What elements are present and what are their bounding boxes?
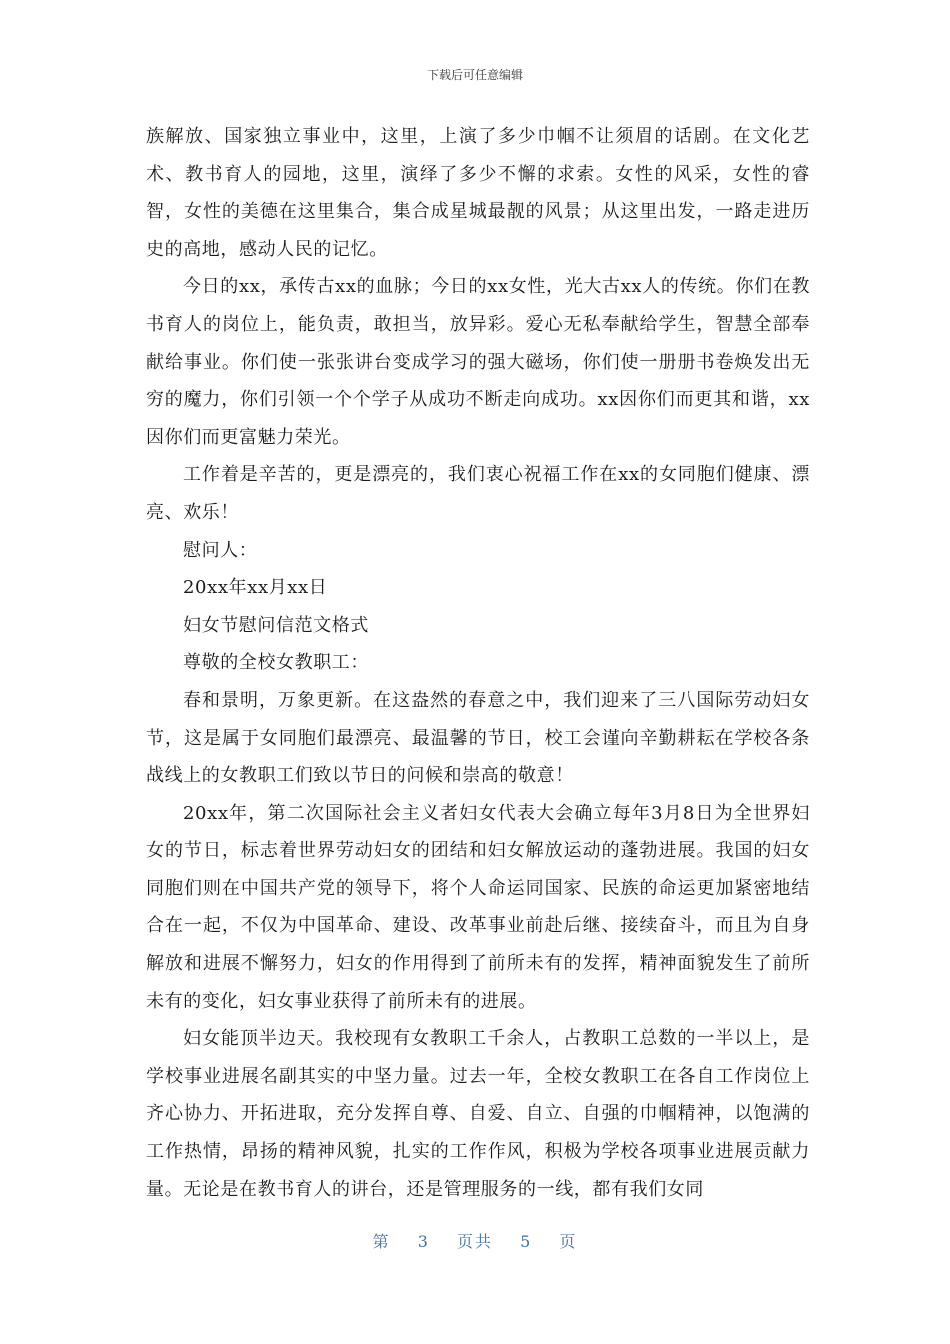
footer-total-pages: 5 <box>520 1232 533 1251</box>
paragraph-10: 妇女能顶半边天。我校现有女教职工千余人，占教职工总数的一半以上，是学校事业进展名副其实的中坚力量。过去一年，全校女教职工在各自工作岗位上齐心协力、开拓进取，充分发挥自尊、自爱、自立、自强的巾帼精神，以饱满的工作热情，昂扬的精神风貌，扎实的工作作风，积极为学校各项事业进展贡献力量。无论是在教书育人的讲台，还是管理服务的一线，都有我们女同 <box>146 1028 810 1200</box>
page-header: 下载后可任意编辑 <box>426 68 523 82</box>
paragraph-1: 族解放、国家独立事业中，这里，上演了多少巾帼不让须眉的话剧。在文化艺术、教书育人的园地，这里，演绎了多少不懈的求索。女性的风采，女性的睿智，女性的美德在这里集合，集合成星城最靓的风景；从这里出发，一路走进历史的高地，感动人民的记忆。 <box>146 126 810 260</box>
paragraph-3: 工作着是辛苦的，更是漂亮的，我们衷心祝福工作在xx的女同胞们健康、漂亮、欢乐！ <box>146 464 810 523</box>
salutation: 尊敬的全校女教职工： <box>183 652 369 674</box>
footer-suffix: 页 <box>559 1232 578 1251</box>
document-body <box>146 118 810 1208</box>
date-line: 20xx年xx月xx日 <box>183 577 328 599</box>
page-footer <box>0 1229 950 1252</box>
footer-middle: 页共 <box>456 1232 493 1251</box>
paragraph-9: 20xx年，第二次国际社会主义者妇女代表大会确立每年3月8日为全世界妇女的节日，标志着世界劳动妇女的团结和妇女解放运动的蓬勃进展。我国的妇女同胞们则在中国共产党的领导下，将个人命运同国家、民族的命运更加紧密地结合在一起，不仅为中国革命、建设、改革事业前赴后继、接续奋斗，而且为自身解放和进展不懈努力，妇女的作用得到了前所未有的发挥，精神面貌发生了前所未有的变化，妇女事业获得了前所未有的进展。 <box>146 802 810 1012</box>
paragraph-2: 今日的xx，承传古xx的血脉；今日的xx女性，光大古xx人的传统。你们在教书育人的岗位上，能负责，敢担当，放异彩。爱心无私奉献给学生，智慧全部奉献给事业。你们使一张张讲台变成学习的强大磁场，你们使一册册书卷焕发出无穷的魔力，你们引领一个个学子从成功不断走向成功。xx因你们而更其和谐，xx因你们而更富魅力荣光。 <box>146 276 810 448</box>
paragraph-8: 春和景明，万象更新。在这盎然的春意之中，我们迎来了三八国际劳动妇女节，这是属于女同胞们最漂亮、最温馨的节日，校工会谨向辛勤耕耘在学校各条战线上的女教职工们致以节日的问候和崇高的敬意！ <box>146 689 810 787</box>
section-title: 妇女节慰问信范文格式 <box>183 614 369 636</box>
footer-prefix: 第 <box>372 1232 391 1251</box>
footer-current-page: 3 <box>417 1232 430 1251</box>
signature-label: 慰问人： <box>183 539 258 561</box>
